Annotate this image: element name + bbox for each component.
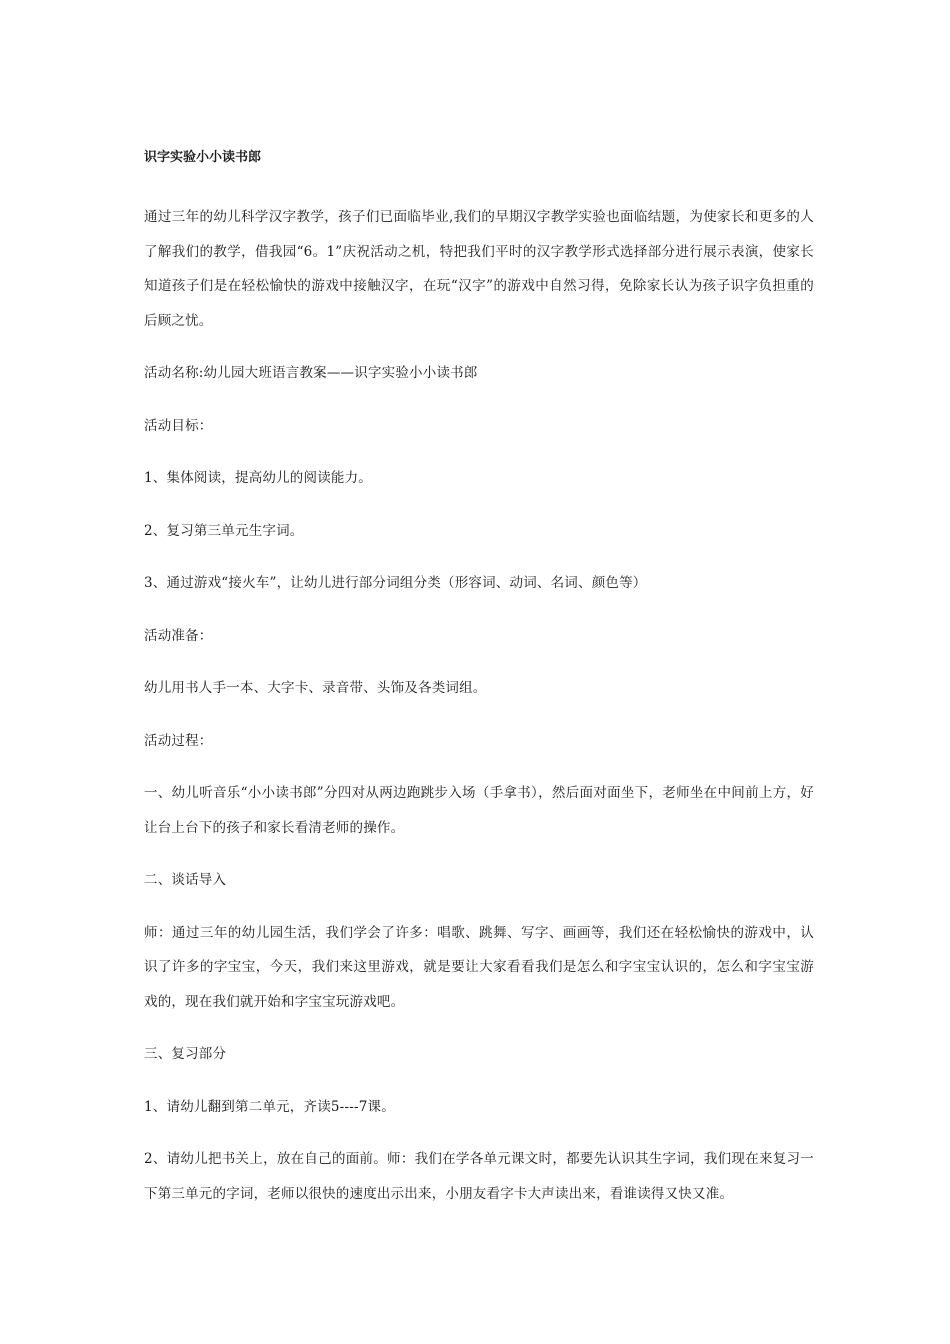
document-title: 识字实验小小读书郎 (144, 150, 262, 165)
process-step-3-heading: 三、复习部分 (144, 1046, 227, 1062)
process-step-1: 一、幼儿听音乐“小小读书郎”分四对从两边跑跳步入场（手拿书），然后面对面坐下，老师坐在中间前上方，好让台上台下的孩子和家长看清老师的操作。 (144, 785, 814, 836)
activity-prep-heading: 活动准备： (144, 627, 213, 644)
activity-process-heading: 活动过程： (144, 732, 213, 749)
review-item-1: 1、请幼儿翻到第二单元，齐读5----7课。 (144, 1098, 395, 1115)
process-step-2-text: 师：通过三年的幼儿园生活，我们学会了许多：唱歌、跳舞、写字、画画等，我们还在轻松愉快的游戏中，认识了许多的字宝宝，今天，我们来这里游戏，就是要让大家看看我们是怎么和字宝宝认识的，怎么和字宝宝游戏的，现在我们就开始和字宝宝玩游戏吧。 (144, 924, 814, 1010)
activity-prep-text: 幼儿用书人手一本、大字卡、录音带、头饰及各类词组。 (144, 680, 487, 696)
goal-item-3: 3、通过游戏“接火车”，让幼儿进行部分词组分类（形容词、动词、名词、颜色等） (144, 575, 647, 591)
activity-goals-heading: 活动目标： (144, 417, 213, 434)
document-page (144, 148, 814, 1229)
review-item-2: 2、请幼儿把书关上，放在自己的面前。师：我们在学各单元课文时，都要先认识其生字词，我们现在来复习一下第三单元的字词，老师以很快的速度出示出来，小朋友看字卡大声读出来，看谁读得又快又准。 (144, 1151, 814, 1202)
activity-name: 活动名称:幼儿园大班语言教案——识字实验小小读书郎 (144, 365, 478, 381)
goal-item-1: 1、集体阅读，提高幼儿的阅读能力。 (144, 470, 372, 486)
goal-item-2: 2、复习第三单元生字词。 (144, 522, 304, 539)
intro-paragraph: 通过三年的幼儿科学汉字教学，孩子们已面临毕业,我们的早期汉字教学实验也面临结题，为使家长和更多的人了解我们的教学，借我园“6。1”庆祝活动之机，特把我们平时的汉字教学形式选择部分进行展示表演，使家长知道孩子们是在轻松愉快的游戏中接触汉字，在玩“汉字”的游戏中自然习得，免除家长认为孩子识字负担重的后顾之忧。 (144, 209, 814, 329)
process-step-2-heading: 二、谈话导入 (144, 872, 227, 888)
